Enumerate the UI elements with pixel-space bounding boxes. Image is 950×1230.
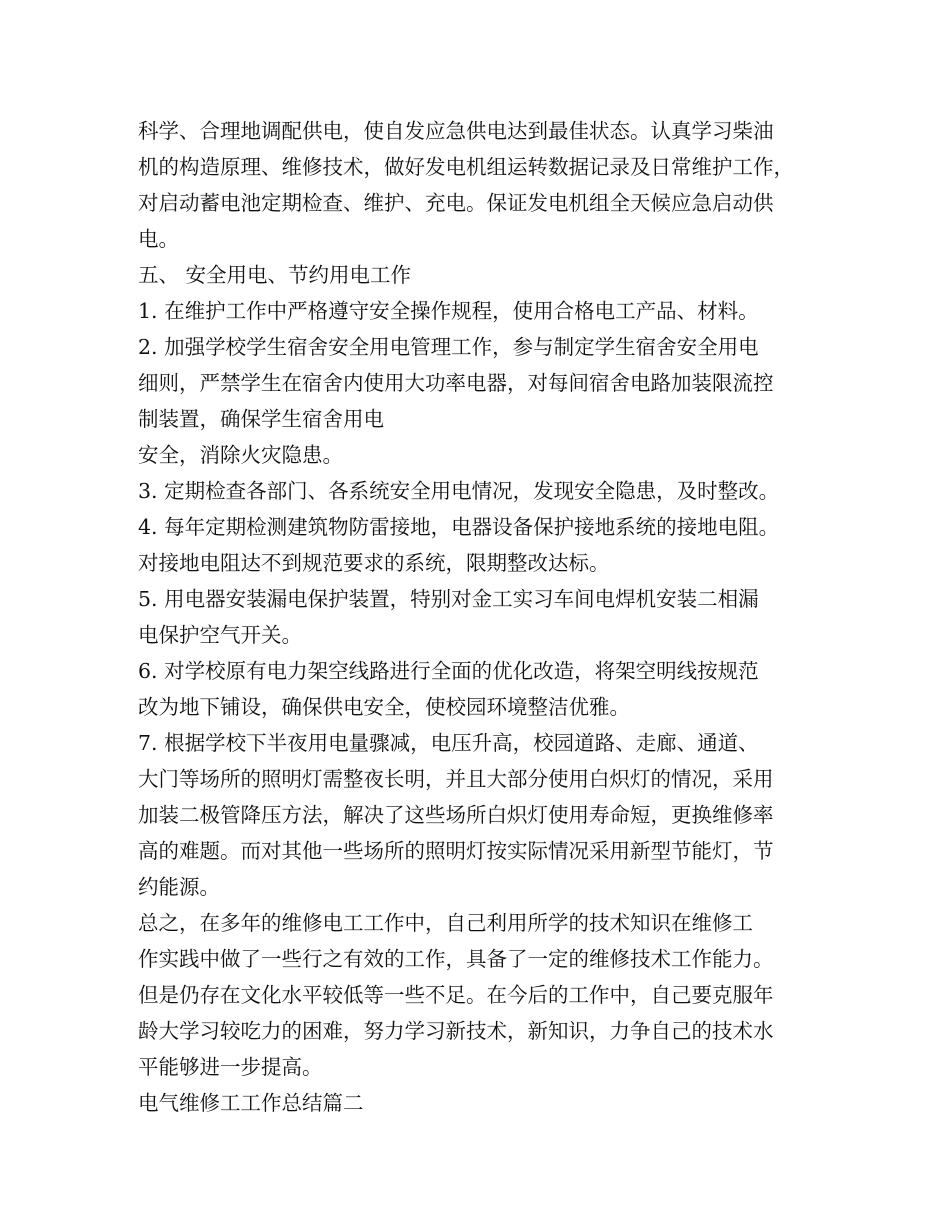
text-line: 对启动蓄电池定期检查、维护、充电。保证发电机组全天候应急启动供	[138, 191, 774, 215]
text-line: 加装二极管降压方法，解决了这些场所白炽灯使用寿命短，更换维修率	[138, 803, 774, 827]
section-title: 电气维修工工作总结篇二	[138, 1091, 364, 1115]
text-line: 高的难题。而对其他一些场所的照明灯按实际情况采用新型节能灯，节	[138, 839, 774, 863]
text-line: 安全，消除火灾隐患。	[138, 443, 343, 467]
text-line: 改为地下铺设，确保供电安全，使校园环境整洁优雅。	[138, 695, 630, 719]
text-line: 科学、合理地调配供电，使自发应急供电达到最佳状态。认真学习柴油	[138, 119, 774, 143]
text-line: 龄大学习较吃力的困难，努力学习新技术，新知识，力争自己的技术水	[138, 1019, 774, 1043]
text-line: 大门等场所的照明灯需整夜长明，并且大部分使用白炽灯的情况，采用	[138, 767, 774, 791]
text-line: 约能源。	[138, 875, 220, 899]
list-item: 5. 用电器安装漏电保护装置，特别对金工实习车间电焊机安装二相漏	[138, 587, 759, 611]
text-line: 总之，在多年的维修电工工作中，自己利用所学的技术知识在维修工	[138, 911, 753, 935]
list-item: 7. 根据学校下半夜用电量骤减，电压升高，校园道路、走廊、通道、	[138, 731, 759, 755]
text-line: 平能够进一步提高。	[138, 1055, 323, 1079]
list-item: 3. 定期检查各部门、各系统安全用电情况，发现安全隐患，及时整改。	[138, 479, 780, 503]
text-line: 机的构造原理、维修技术，做好发电机组运转数据记录及日常维护工作，	[138, 155, 794, 179]
section-heading: 五、 安全用电、节约用电工作	[138, 263, 412, 287]
text-line: 电保护空气开关。	[138, 623, 302, 647]
text-line: 作实践中做了一些行之有效的工作，具备了一定的维修技术工作能力。	[138, 947, 774, 971]
text-line: 对接地电阻达不到规范要求的系统，限期整改达标。	[138, 551, 610, 575]
list-item: 6. 对学校原有电力架空线路进行全面的优化改造，将架空明线按规范	[138, 659, 759, 683]
text-line: 制装置，确保学生宿舍用电	[138, 407, 384, 431]
document-body	[138, 113, 828, 1121]
text-line: 但是仍存在文化水平较低等一些不足。在今后的工作中，自己要克服年	[138, 983, 774, 1007]
list-item: 2. 加强学校学生宿舍安全用电管理工作，参与制定学生宿舍安全用电	[138, 335, 759, 359]
text-line: 细则，严禁学生在宿舍内使用大功率电器，对每间宿舍电路加装限流控	[138, 371, 774, 395]
list-item: 1. 在维护工作中严格遵守安全操作规程，使用合格电工产品、材料。	[138, 299, 759, 323]
list-item: 4. 每年定期检测建筑物防雷接地，电器设备保护接地系统的接地电阻。	[138, 515, 780, 539]
text-line: 电。	[138, 227, 179, 251]
